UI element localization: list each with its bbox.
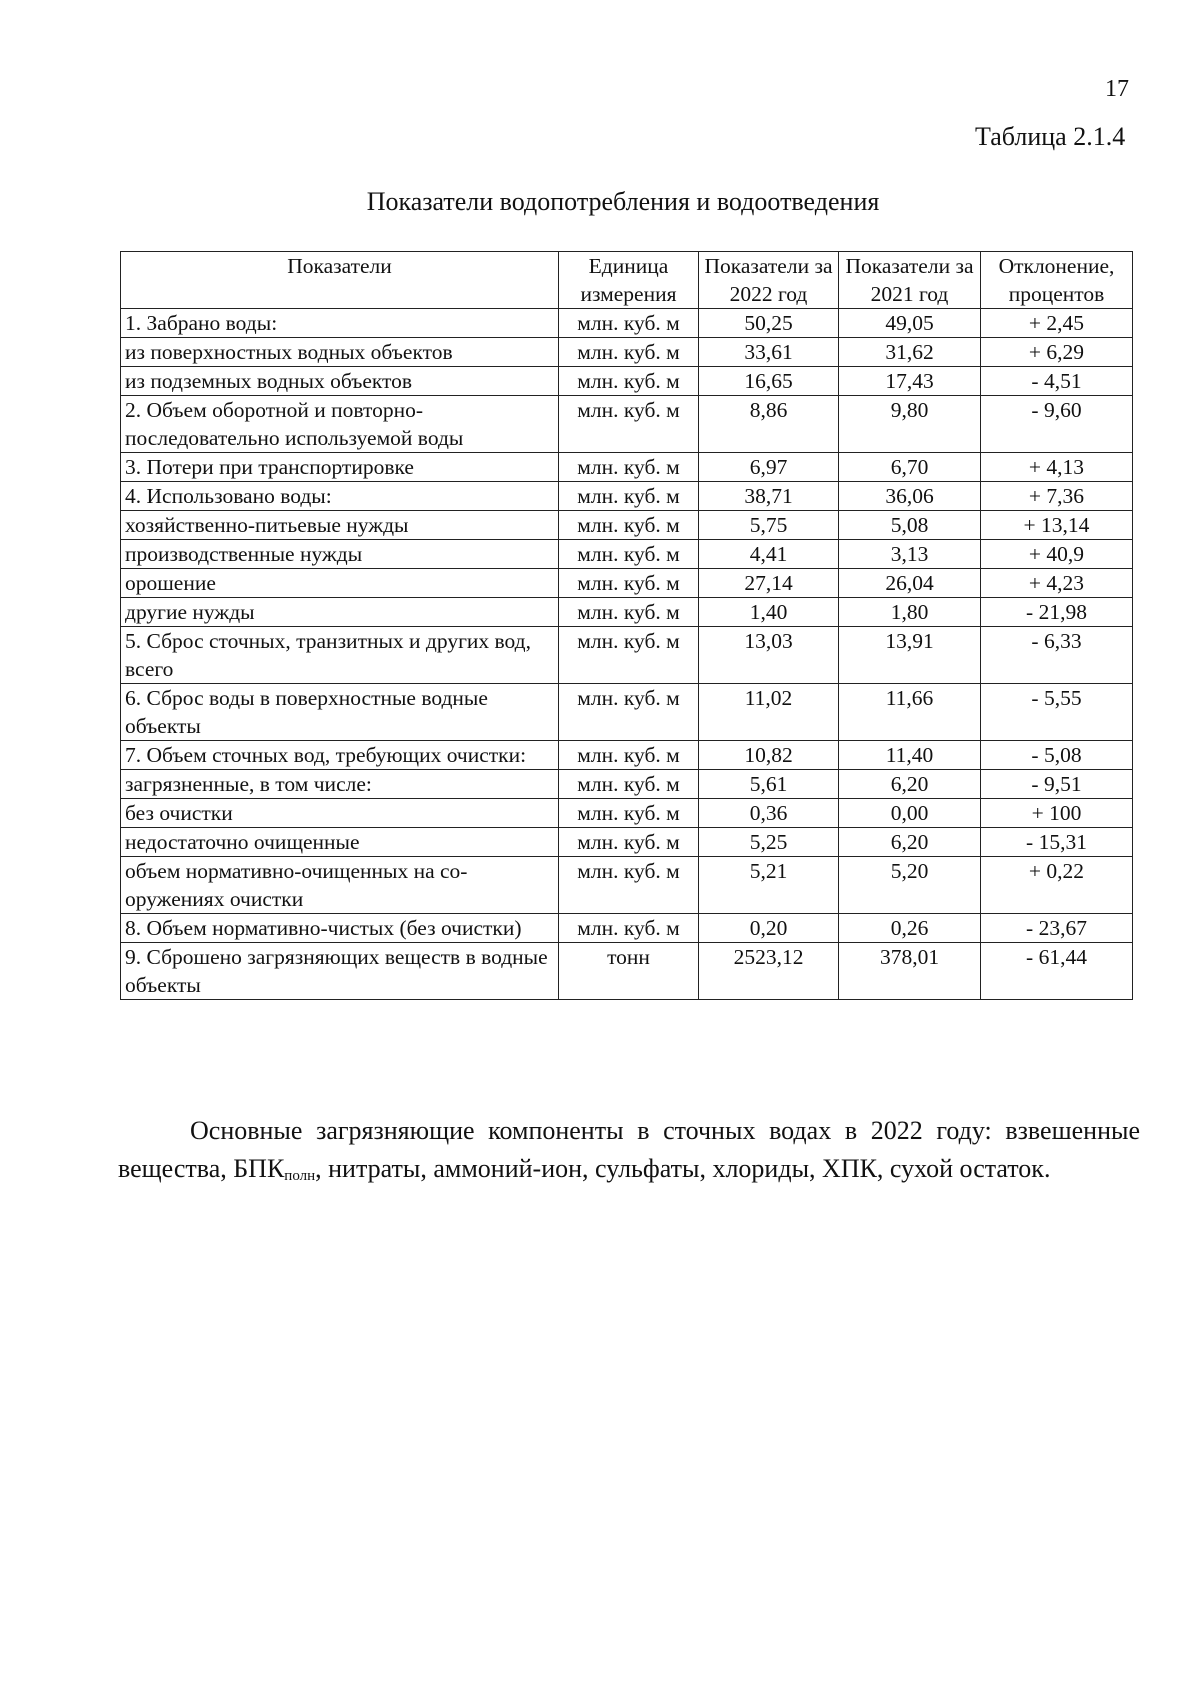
cell-unit: млн. куб. м [559, 453, 699, 482]
table-row [121, 511, 1133, 540]
cell-indicator: 4. Использовано воды: [121, 482, 559, 511]
cell-indicator: орошение [121, 569, 559, 598]
cell-value-2022: 1,40 [699, 598, 839, 627]
cell-indicator: 3. Потери при транспортировке [121, 453, 559, 482]
cell-value-2021: 5,08 [839, 511, 981, 540]
cell-unit: млн. куб. м [559, 367, 699, 396]
cell-indicator: 2. Объем оборотной и повторно-последовательно используемой воды [121, 396, 559, 453]
cell-value-2021: 11,66 [839, 684, 981, 741]
cell-deviation: + 13,14 [981, 511, 1133, 540]
cell-unit: тонн [559, 943, 699, 1000]
cell-value-2022: 2523,12 [699, 943, 839, 1000]
cell-value-2021: 5,20 [839, 857, 981, 914]
cell-unit: млн. куб. м [559, 598, 699, 627]
cell-value-2021: 6,20 [839, 828, 981, 857]
cell-value-2022: 0,36 [699, 799, 839, 828]
cell-value-2021: 6,20 [839, 770, 981, 799]
header-year-2021: Показатели за 2021 год [839, 252, 981, 309]
cell-value-2022: 38,71 [699, 482, 839, 511]
cell-value-2022: 16,65 [699, 367, 839, 396]
table-title: Показатели водопотребления и водоотведения [366, 187, 880, 216]
cell-unit: млн. куб. м [559, 799, 699, 828]
body-paragraph [118, 1112, 1140, 1195]
cell-deviation: + 4,13 [981, 453, 1133, 482]
table-row [121, 367, 1133, 396]
header-indicators: Показатели [121, 252, 559, 309]
cell-indicator: 7. Объем сточных вод, требующих очистки: [121, 741, 559, 770]
cell-value-2021: 6,70 [839, 453, 981, 482]
cell-indicator: 6. Сброс воды в поверхностные водные объекты [121, 684, 559, 741]
cell-indicator: из подземных водных объектов [121, 367, 559, 396]
cell-indicator: хозяйственно-питьевые нужды [121, 511, 559, 540]
cell-value-2022: 5,21 [699, 857, 839, 914]
cell-unit: млн. куб. м [559, 741, 699, 770]
table-row [121, 741, 1133, 770]
paragraph-text-start: Основные загрязняющие компоненты в сточных водах в 2022 году: взвешенные вещества, БПК [118, 1116, 1140, 1183]
cell-value-2022: 33,61 [699, 338, 839, 367]
cell-indicator: 9. Сброшено загрязняющих веществ в водные объекты [121, 943, 559, 1000]
header-deviation: Отклонение, процентов [981, 252, 1133, 309]
table-row [121, 684, 1133, 741]
cell-unit: млн. куб. м [559, 857, 699, 914]
table-row [121, 540, 1133, 569]
cell-value-2021: 26,04 [839, 569, 981, 598]
page-number: 17 [1105, 76, 1129, 102]
cell-value-2021: 36,06 [839, 482, 981, 511]
table-row [121, 943, 1133, 1000]
cell-deviation: - 15,31 [981, 828, 1133, 857]
cell-value-2021: 9,80 [839, 396, 981, 453]
cell-unit: млн. куб. м [559, 684, 699, 741]
cell-indicator: 1. Забрано воды: [121, 309, 559, 338]
paragraph-text-end: , нитраты, аммоний-ион, сульфаты, хлориды, ХПК, сухой остаток. [315, 1154, 1051, 1183]
cell-value-2021: 31,62 [839, 338, 981, 367]
cell-deviation: + 0,22 [981, 857, 1133, 914]
table-row [121, 396, 1133, 453]
cell-value-2022: 4,41 [699, 540, 839, 569]
cell-value-2022: 13,03 [699, 627, 839, 684]
cell-indicator: без очистки [121, 799, 559, 828]
cell-unit: млн. куб. м [559, 309, 699, 338]
cell-unit: млн. куб. м [559, 338, 699, 367]
cell-unit: млн. куб. м [559, 540, 699, 569]
cell-value-2021: 17,43 [839, 367, 981, 396]
cell-deviation: - 4,51 [981, 367, 1133, 396]
cell-value-2022: 10,82 [699, 741, 839, 770]
cell-indicator: другие нужды [121, 598, 559, 627]
table-row [121, 857, 1133, 914]
cell-indicator: недостаточно очищенные [121, 828, 559, 857]
cell-deviation: + 2,45 [981, 309, 1133, 338]
indicators-table [120, 251, 1133, 1000]
cell-value-2022: 50,25 [699, 309, 839, 338]
cell-deviation: - 9,51 [981, 770, 1133, 799]
cell-deviation: + 4,23 [981, 569, 1133, 598]
cell-deviation: - 5,08 [981, 741, 1133, 770]
table-row [121, 770, 1133, 799]
cell-indicator: 8. Объем нормативно-чистых (без очистки) [121, 914, 559, 943]
header-year-2022: Показатели за 2022 год [699, 252, 839, 309]
cell-unit: млн. куб. м [559, 770, 699, 799]
table-row [121, 453, 1133, 482]
cell-deviation: + 40,9 [981, 540, 1133, 569]
table-row [121, 338, 1133, 367]
cell-unit: млн. куб. м [559, 627, 699, 684]
cell-value-2022: 5,25 [699, 828, 839, 857]
cell-value-2021: 49,05 [839, 309, 981, 338]
cell-indicator: из поверхностных водных объектов [121, 338, 559, 367]
cell-indicator: объем нормативно-очищенных на со-оружениях очистки [121, 857, 559, 914]
cell-value-2021: 3,13 [839, 540, 981, 569]
cell-value-2021: 11,40 [839, 741, 981, 770]
table-header-row [121, 252, 1133, 309]
cell-deviation: + 6,29 [981, 338, 1133, 367]
cell-deviation: - 9,60 [981, 396, 1133, 453]
table-label: Таблица 2.1.4 [975, 122, 1126, 151]
cell-value-2022: 27,14 [699, 569, 839, 598]
table-row [121, 482, 1133, 511]
cell-value-2022: 5,75 [699, 511, 839, 540]
table-row [121, 309, 1133, 338]
cell-indicator: производственные нужды [121, 540, 559, 569]
cell-value-2022: 8,86 [699, 396, 839, 453]
cell-deviation: - 21,98 [981, 598, 1133, 627]
cell-indicator: загрязненные, в том числе: [121, 770, 559, 799]
cell-unit: млн. куб. м [559, 396, 699, 453]
cell-deviation: - 6,33 [981, 627, 1133, 684]
table-row [121, 828, 1133, 857]
header-unit: Единица измерения [559, 252, 699, 309]
cell-deviation: - 61,44 [981, 943, 1133, 1000]
table-row [121, 569, 1133, 598]
cell-unit: млн. куб. м [559, 914, 699, 943]
cell-deviation: + 100 [981, 799, 1133, 828]
cell-value-2022: 6,97 [699, 453, 839, 482]
cell-value-2021: 13,91 [839, 627, 981, 684]
cell-indicator: 5. Сброс сточных, транзитных и других вод, всего [121, 627, 559, 684]
cell-value-2021: 0,00 [839, 799, 981, 828]
cell-unit: млн. куб. м [559, 569, 699, 598]
cell-value-2022: 11,02 [699, 684, 839, 741]
table-row [121, 598, 1133, 627]
cell-value-2021: 0,26 [839, 914, 981, 943]
table-body [121, 309, 1133, 1000]
cell-value-2022: 0,20 [699, 914, 839, 943]
table-row [121, 914, 1133, 943]
table-row [121, 799, 1133, 828]
cell-value-2021: 1,80 [839, 598, 981, 627]
cell-unit: млн. куб. м [559, 828, 699, 857]
cell-value-2021: 378,01 [839, 943, 981, 1000]
cell-unit: млн. куб. м [559, 482, 699, 511]
cell-deviation: + 7,36 [981, 482, 1133, 511]
paragraph-subscript: полн [284, 1168, 316, 1184]
cell-deviation: - 23,67 [981, 914, 1133, 943]
table-row [121, 627, 1133, 684]
cell-deviation: - 5,55 [981, 684, 1133, 741]
cell-unit: млн. куб. м [559, 511, 699, 540]
cell-value-2022: 5,61 [699, 770, 839, 799]
